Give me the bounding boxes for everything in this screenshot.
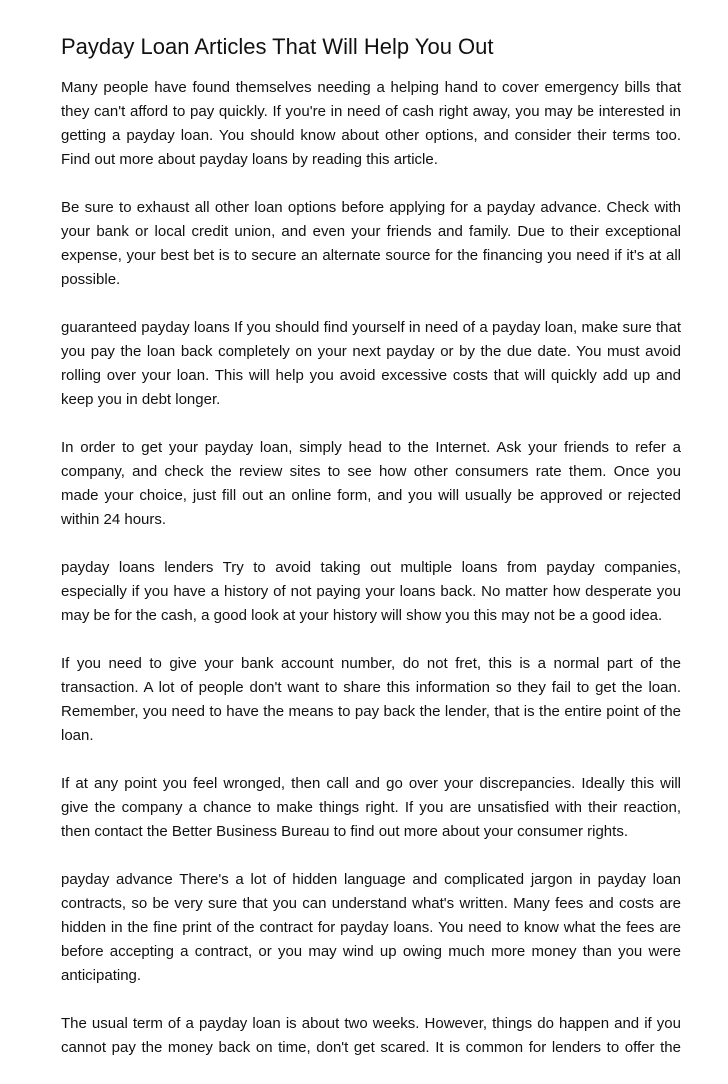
text-line: payday advance There's a lot of hidden language and complicated jargon in payday loan (61, 871, 681, 888)
text-line: within 24 hours. (61, 511, 167, 528)
text-line: then contact the Better Business Bureau to find out more about your consumer rights. (61, 823, 628, 840)
page-title: Payday Loan Articles That Will Help You Out (61, 34, 494, 59)
text-line: If at any point you feel wronged, then call and go over your discrepancies. Ideally this will (61, 775, 681, 792)
text-line: Remember, you need to have the means to pay back the lender, that is the entire point of the (61, 703, 681, 720)
text-line: loan. (61, 727, 94, 744)
paragraph-exhaust-options (61, 196, 681, 292)
text-line: contracts, so be very sure that you can understand what's written. Many fees and costs are (61, 895, 681, 912)
text-line: guaranteed payday loans If you should find yourself in need of a payday loan, make sure that (61, 319, 681, 336)
text-line: keep you in debt longer. (61, 391, 221, 408)
paragraph-wronged (61, 772, 681, 844)
paragraph-lenders (61, 556, 681, 628)
text-line: you pay the loan back completely on your next payday or by the due date. You must avoid (61, 343, 681, 360)
text-line: expense, your best bet is to secure an alternate source for the financing you need if it's at all (61, 247, 681, 264)
text-line: In order to get your payday loan, simply head to the Internet. Ask your friends to refer a (61, 439, 681, 456)
text-line: Be sure to exhaust all other loan options before applying for a payday advance. Check with (61, 199, 681, 216)
paragraph-usual-term (61, 1012, 681, 1060)
text-line: especially if you have a history of not paying your loans back. No matter how desperate you (61, 583, 681, 600)
text-line: anticipating. (61, 967, 142, 984)
text-line: transaction. A lot of people don't want to share this information so they fail to get the loan. (61, 679, 681, 696)
paragraph-guaranteed-loans (61, 316, 681, 412)
text-line: hidden in the fine print of the contract for payday loans. You need to know what the fees are (61, 919, 681, 936)
paragraph-internet (61, 436, 681, 532)
text-line: made your choice, just fill out an online form, and you will usually be approved or rejected (61, 487, 681, 504)
text-line: cannot pay the money back on time, don't get scared. It is common for lenders to offer the (61, 1039, 681, 1056)
text-line: before accepting a contract, or you may wind up owing much more money than you were (61, 943, 681, 960)
article-body (61, 76, 681, 1084)
text-line: they can't afford to pay quickly. If you're in need of cash right away, you may be interested in (61, 103, 681, 120)
text-line: your bank or local credit union, and even your friends and family. Due to their exceptional (61, 223, 681, 240)
paragraph-payday-advance (61, 868, 681, 988)
text-line: Many people have found themselves needing a helping hand to cover emergency bills that (61, 79, 681, 96)
text-line: give the company a chance to make things right. If you are unsatisfied with their reaction, (61, 799, 681, 816)
text-line: rolling over your loan. This will help you avoid excessive costs that will quickly add up and (61, 367, 681, 384)
text-line: company, and check the review sites to see how other consumers rate them. Once you (61, 463, 681, 480)
text-line: Find out more about payday loans by reading this article. (61, 151, 438, 168)
text-line: possible. (61, 271, 121, 288)
text-line: may be for the cash, a good look at your history will show you this may not be a good idea. (61, 607, 663, 624)
paragraph-intro (61, 76, 681, 172)
text-line: payday loans lenders Try to avoid taking out multiple loans from payday companies, (61, 559, 681, 576)
text-line: getting a payday loan. You should know about other options, and consider their terms too. (61, 127, 681, 144)
text-line: If you need to give your bank account number, do not fret, this is a normal part of the (61, 655, 681, 672)
paragraph-bank-account (61, 652, 681, 748)
text-line: The usual term of a payday loan is about two weeks. However, things do happen and if you (61, 1015, 681, 1032)
